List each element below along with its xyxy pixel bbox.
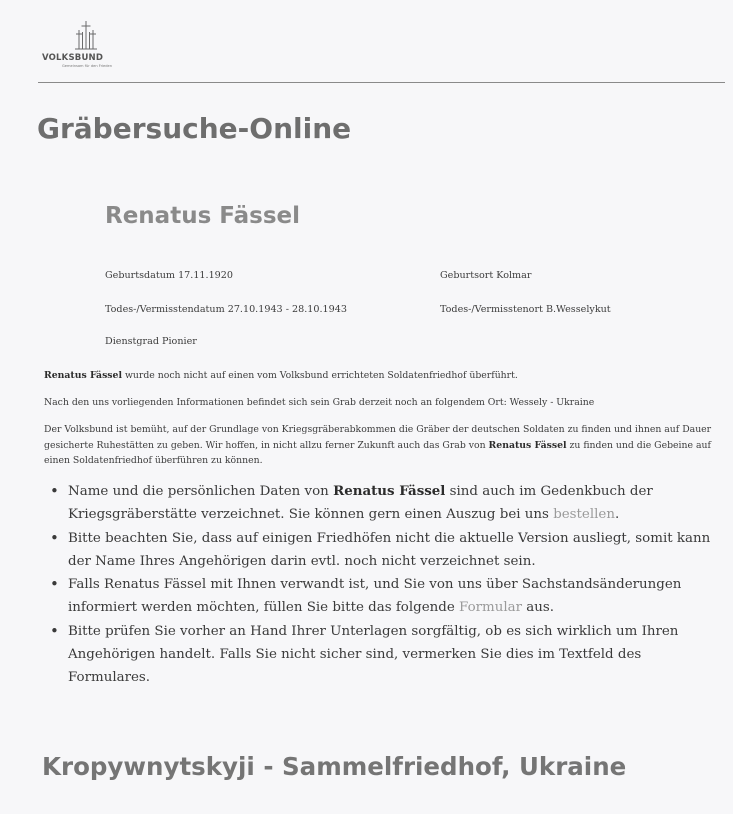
volksbund-logo[interactable] <box>40 20 150 72</box>
bullet-text: Name und die persönlichen Daten von <box>68 484 334 499</box>
page-title: Gräbersuche-Online <box>37 112 352 145</box>
header-divider <box>38 82 725 83</box>
person-name-inline: Renatus Fässel <box>333 483 446 499</box>
logo-tagline: Gemeinsam für den Frieden <box>62 64 113 68</box>
transfer-status-paragraph <box>44 368 716 384</box>
birth-place: Geburtsort Kolmar <box>440 270 532 281</box>
logo-wordmark: VOLKSBUND <box>42 53 104 63</box>
bullet-text: aus. <box>522 600 555 616</box>
person-name-inline: Renatus Fässel <box>488 439 567 451</box>
crosses-icon <box>74 20 98 50</box>
info-text-part1: Der Volksbund ist bemüht, auf der Grundlage von Kriegsgräberabkommen die Gräber der deutschen Soldaten zu finden und ihnen auf Dauer gesicherte Ruhestätten zu geben. Wir hoffen, in nicht allzu ferner Zukunft auch das Grab von <box>44 424 712 451</box>
list-item <box>50 480 722 527</box>
birth-date: Geburtsdatum 17.11.1920 <box>105 270 233 281</box>
transfer-status-text: wurde noch nicht auf einen vom Volksbund errichteten Soldatenfriedhof überführt. <box>121 370 518 381</box>
volksbund-info-paragraph <box>44 422 716 469</box>
list-item: • Bitte prüfen Sie vorher an Hand Ihrer Unterlagen sorgfältig, ob es sich wirklich um Ihren Angehörigen handelt. Falls Sie nicht sicher sind, vermerken Sie dies im Textfeld des Formulares. <box>50 620 722 690</box>
death-place: Todes-/Vermisstenort B.Wesselykut <box>440 304 611 315</box>
death-date: Todes-/Vermisstendatum 27.10.1943 - 28.10.1943 <box>105 304 347 315</box>
list-item <box>50 573 722 620</box>
bullet-text: sind auch im Gedenkbuch der Kriegsgräberstätte verzeichnet. Sie können gern einen Auszug bei uns <box>68 484 653 523</box>
person-name-inline: Renatus Fässel <box>44 370 122 381</box>
grave-location-paragraph: Nach den uns vorliegenden Informationen befindet sich sein Grab derzeit noch an folgendem Ort: Wessely - Ukraine <box>44 397 595 408</box>
bullet-text: . <box>614 507 620 523</box>
info-bullet-list <box>50 480 722 690</box>
info-text-part2: zu finden und die Gebeine auf einen Soldatenfriedhof überführen zu können. <box>44 439 711 466</box>
cemetery-heading: Kropywnytskyji - Sammelfriedhof, Ukraine <box>42 752 627 781</box>
military-rank: Dienstgrad Pionier <box>105 336 197 347</box>
person-name-heading: Renatus Fässel <box>105 203 301 229</box>
list-item: • Bitte beachten Sie, dass auf einigen Friedhöfen nicht die aktuelle Version ausliegt, somit kann der Name Ihres Angehörigen darin evtl. noch nicht verzeichnet sein. <box>50 527 722 574</box>
order-link[interactable]: bestellen <box>553 507 615 523</box>
bullet-text: Falls Renatus Fässel mit Ihnen verwandt ist, und Sie von uns über Sachstandsänderungen informiert werden möchten, füllen Sie bitte das folgende <box>68 577 682 616</box>
form-link[interactable]: Formular <box>459 600 523 616</box>
